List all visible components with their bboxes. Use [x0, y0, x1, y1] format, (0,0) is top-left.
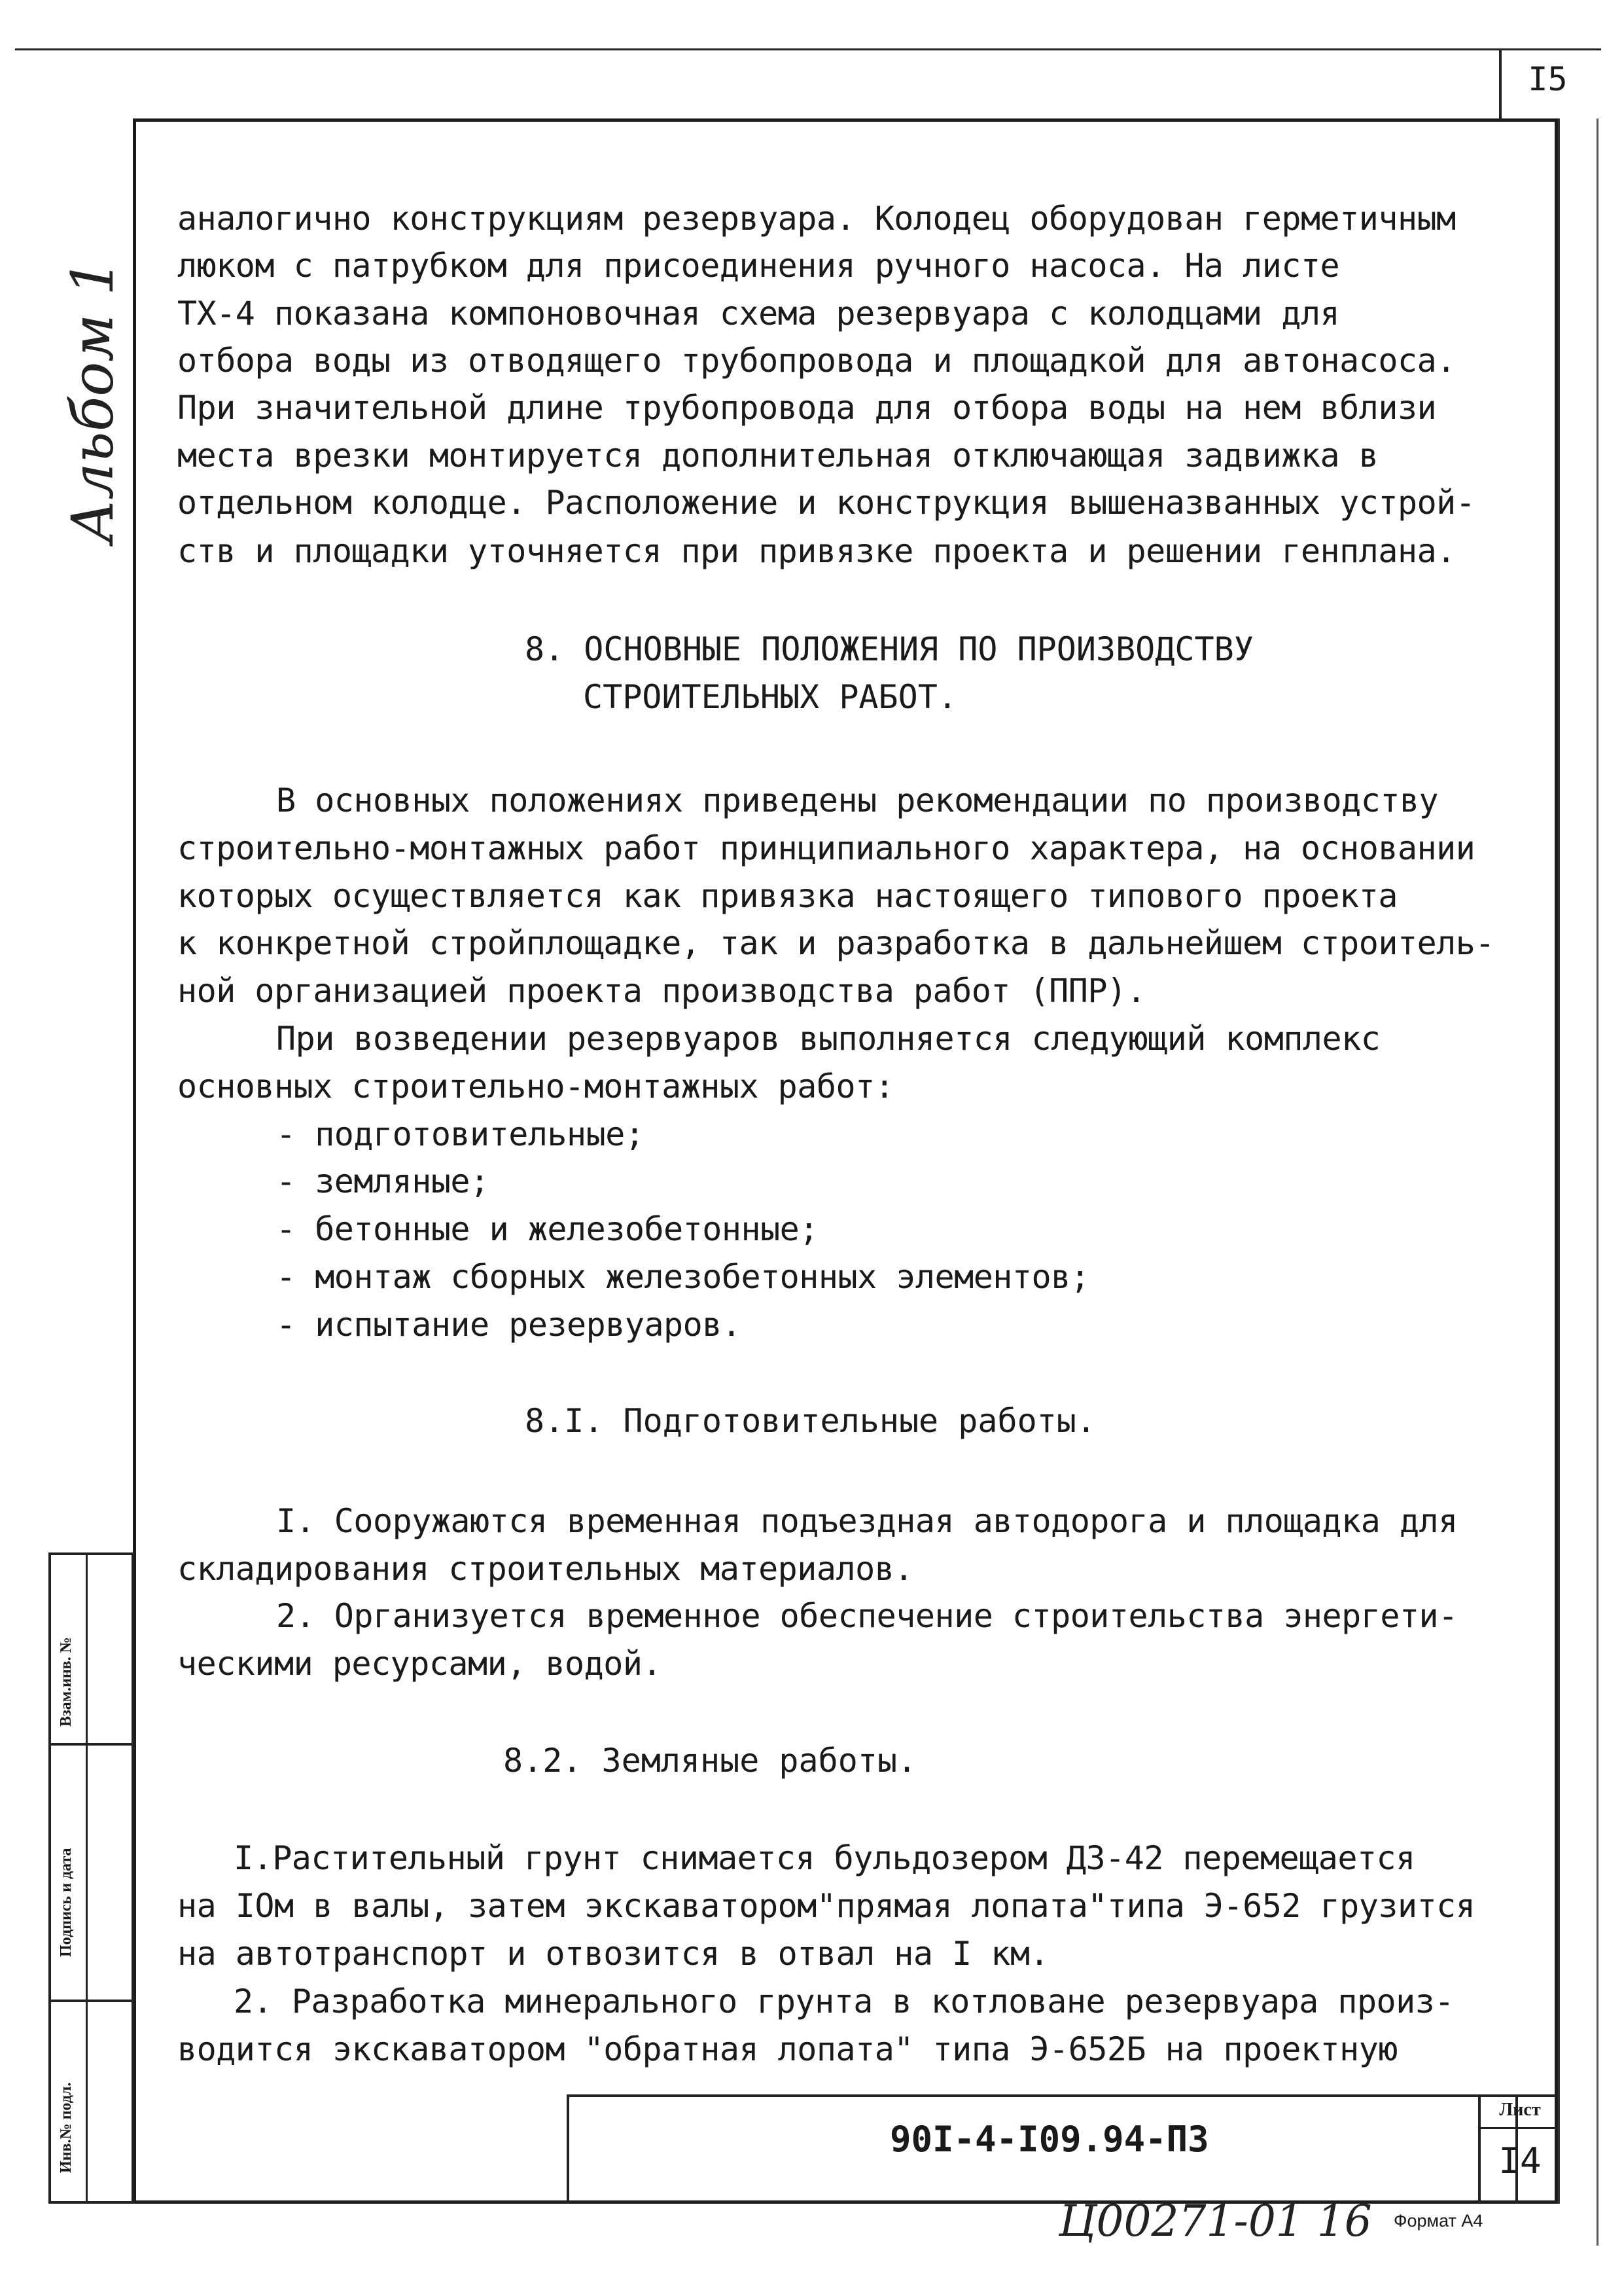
stamp-label-replacement: Взам.инв. № [58, 1637, 75, 1727]
text-line: ческими ресурсами, водой. [177, 1645, 662, 1683]
sheet-label: Лист [1499, 2100, 1541, 2120]
text-line: места врезки монтируется дополнительная отключающая задвижка в [177, 437, 1379, 475]
text-line: которых осуществляется как привязка настоящего типового проекта [177, 877, 1398, 915]
text-line: основных строительно-монтажных работ: [177, 1067, 894, 1105]
stamp-divider-1 [48, 1743, 134, 1746]
list-item: - земляные; [276, 1162, 489, 1200]
title-block-sheet-divider [1478, 2127, 1558, 2129]
section-8-title: 8. ОСНОВНЫЕ ПОЛОЖЕНИЯ ПО ПРОИЗВОДСТВУ [525, 630, 1254, 668]
sheet-number: I4 [1498, 2140, 1542, 2181]
text-line: ТХ-4 показана компоновочная схема резервуара с колодцами для [177, 295, 1340, 332]
text-line: I. Сооружаются временная подъездная автодорога и площадка для [276, 1502, 1458, 1540]
text-line: В основных положениях приведены рекомендации по производству [276, 781, 1439, 819]
title-block-left [567, 2094, 569, 2204]
text-line: люком с патрубком для присоединения ручного насоса. На листе [177, 247, 1340, 285]
format-label: Формат А4 [1394, 2211, 1483, 2231]
stamp-divider-2 [48, 2000, 134, 2002]
text-line: водится экскаватором "обратная лопата" типа Э-652Б на проектную [177, 2030, 1398, 2068]
stamp-label-inventory: Инв.№ подл. [58, 2082, 75, 2173]
text-line: складирования строительных материалов. [177, 1550, 913, 1588]
text-line: При возведении резервуаров выполняется следующий комплекс [276, 1020, 1381, 1058]
text-line: к конкретной стройплощадке, так и разработка в дальнейшем строитель- [177, 924, 1494, 962]
stamp-column-divider [86, 1552, 88, 2204]
text-line: ной организацией проекта производства работ (ППР). [177, 972, 1146, 1010]
section-8-2-title: 8.2. Земляные работы. [503, 1742, 917, 1780]
text-line: отдельном колодце. Расположение и конструкция вышеназванных устрой- [177, 484, 1475, 522]
page-number: I5 [1528, 60, 1568, 98]
list-item: - испытание резервуаров. [276, 1306, 741, 1344]
top-border-line [15, 48, 1601, 50]
text-line: 2. Организуется временное обеспечение строительства энергети- [276, 1597, 1458, 1635]
title-block-divider [1478, 2094, 1481, 2204]
stamp-label-signature: Подпись и дата [58, 1848, 75, 1957]
frame-right-edge [1558, 118, 1560, 2204]
document-code: 90I-4-I09.94-ПЗ [890, 2119, 1209, 2160]
text-line: I.Растительный грунт снимается бульдозером ДЗ-42 перемещается [234, 1839, 1415, 1877]
list-item: - монтаж сборных железобетонных элементов; [276, 1258, 1090, 1296]
text-line: При значительной длине трубопровода для отбора воды на нем вблизи [177, 389, 1437, 427]
list-item: - бетонные и железобетонные; [276, 1210, 819, 1248]
text-line: на IОм в валы, затем экскаватором"прямая лопата"типа Э-652 грузится [177, 1887, 1475, 1925]
text-line: ств и площадки уточняется при привязке проекта и решении генплана. [177, 532, 1456, 570]
text-line: 2. Разработка минерального грунта в котловане резервуара произ- [234, 1982, 1454, 2020]
section-8-title-cont: СТРОИТЕЛЬНЫХ РАБОТ. [583, 678, 957, 716]
list-item: - подготовительные; [276, 1115, 644, 1153]
album-handwriting: Альбом 1 [59, 259, 126, 543]
text-line: строительно-монтажных работ принципиального характера, на основании [177, 829, 1475, 867]
title-block-top [567, 2094, 1558, 2097]
text-line: аналогично конструкциям резервуара. Колодец оборудован герметичным [177, 200, 1456, 238]
handwritten-code: Ц00271-01 16 [1059, 2196, 1372, 2246]
section-8-1-title: 8.I. Подготовительные работы. [525, 1402, 1096, 1440]
sheet-right-edge [1597, 118, 1598, 2246]
text-line: отбора воды из отводящего трубопровода и площадкой для автонасоса. [177, 342, 1456, 380]
text-line: на автотранспорт и отвозится в отвал на I км. [177, 1935, 1050, 1973]
